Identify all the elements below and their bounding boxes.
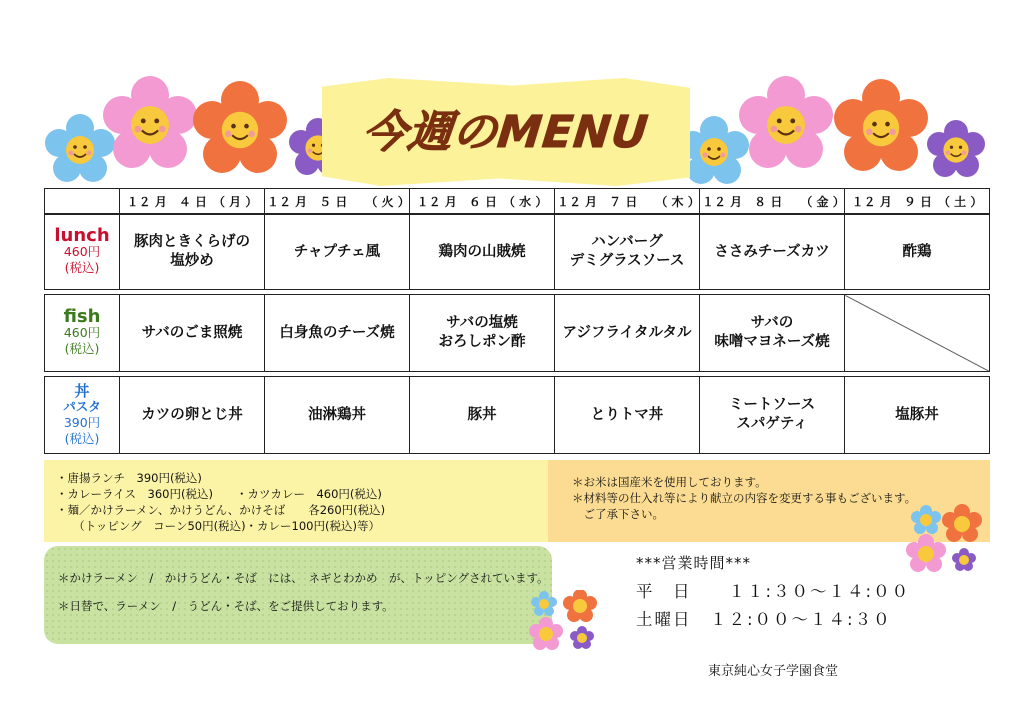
lunch-label [45, 215, 120, 290]
don-dish-fri: ミートソース スパゲティ [700, 377, 845, 454]
lunch-table [44, 214, 990, 290]
fish-dish-mon: サバのごま照焼 [120, 295, 265, 372]
fish-dish-fri: サバの 味噌マヨネーズ焼 [700, 295, 845, 372]
notice-line: ご了承下さい。 [572, 507, 664, 521]
flower-decoration-small-right [904, 500, 994, 580]
date-sat: １２ 月 ９ 日 （ 土 ） [845, 189, 990, 214]
fish-name: fish [63, 306, 101, 327]
note-line: （トッピング コーン50円(税込)・カレー100円(税込)等） [56, 519, 380, 533]
lunch-dish-tue: チャプチェ風 [265, 215, 410, 290]
lunch-price: 460円 [63, 244, 101, 259]
cafeteria-name: 東京純心女子学園食堂 [708, 664, 839, 679]
lunch-name: lunch [54, 225, 110, 246]
note-line: ・麺／かけラーメン、かけうどん、かけそば 各260円(税込) [56, 503, 386, 517]
date-mon: １２ 月 ４ 日 （ 月 ） [120, 189, 265, 214]
lunch-dish-wed: 鶏肉の山賊焼 [410, 215, 555, 290]
flower-decoration-right [676, 70, 996, 190]
lunch-dish-sat: 酢鶏 [845, 215, 990, 290]
table-row [45, 295, 990, 372]
don-pasta-table [44, 376, 990, 454]
fish-tax: (税込) [64, 341, 100, 356]
topping-line: ＊日替で、ラーメン / うどん・そば、をご提供しております。 [58, 599, 394, 613]
date-wed: １２ 月 ６ 日 （ 水 ） [410, 189, 555, 214]
note-line: ・唐揚ランチ 390円(税込) [56, 471, 202, 485]
hours-weekday: 平 日 １１:３０～１４:００ [636, 582, 911, 601]
fish-table [44, 294, 990, 372]
date-thu: １２ 月 ７ 日 （ 木 ） [555, 189, 700, 214]
date-header-blank [45, 189, 120, 214]
lunch-dish-thu: ハンバーグ デミグラスソース [555, 215, 700, 290]
flower-decoration-small-center [524, 590, 608, 654]
lunch-tax: (税込) [64, 260, 100, 275]
fish-dish-wed: サバの塩焼 おろしポン酢 [410, 295, 555, 372]
date-fri: １２ 月 ８ 日 （ 金 ） [700, 189, 845, 214]
table-row [45, 377, 990, 454]
hours-saturday: 土曜日 １２:００～１４:３０ [636, 610, 892, 629]
pasta-name: パスタ [63, 399, 101, 414]
don-dish-wed: 豚丼 [410, 377, 555, 454]
don-dish-sat: 塩豚丼 [845, 377, 990, 454]
fish-label [45, 295, 120, 372]
don-dish-mon: カツの卵とじ丼 [120, 377, 265, 454]
notice-line: ＊お米は国産米を使用しております。 [572, 475, 767, 489]
don-name: 丼 [74, 382, 90, 400]
lunch-dish-mon: 豚肉ときくらげの 塩炒め [120, 215, 265, 290]
topping-line: ＊かけラーメン / かけうどん・そば には、 ネギとわかめ が、トッピングされています。 [58, 571, 549, 585]
topping-notes [44, 546, 552, 644]
date-header-table [44, 188, 990, 214]
fish-dish-tue: 白身魚のチーズ焼 [265, 295, 410, 372]
don-tax: (税込) [64, 431, 100, 446]
date-tue: １２ 月 ５ 日 （ 火 ） [265, 189, 410, 214]
don-dish-tue: 油淋鶏丼 [265, 377, 410, 454]
notice-line: ＊材料等の仕入れ等により献立の内容を変更する事もございます。 [572, 491, 917, 505]
don-dish-thu: とりトマ丼 [555, 377, 700, 454]
page-title: 今週のMENU [360, 107, 651, 158]
don-price: 390円 [63, 415, 101, 430]
note-line: ・カレーライス 360円(税込) ・カツカレー 460円(税込) [56, 487, 382, 501]
don-label [45, 377, 120, 454]
flower-decoration-left [40, 70, 360, 190]
lunch-dish-fri: ささみチーズカツ [700, 215, 845, 290]
fish-dish-sat-empty [845, 295, 990, 372]
fish-dish-thu: アジフライタルタル [555, 295, 700, 372]
hours-title: ***営業時間*** [636, 554, 752, 572]
fish-price: 460円 [63, 325, 101, 340]
table-row [45, 215, 990, 290]
